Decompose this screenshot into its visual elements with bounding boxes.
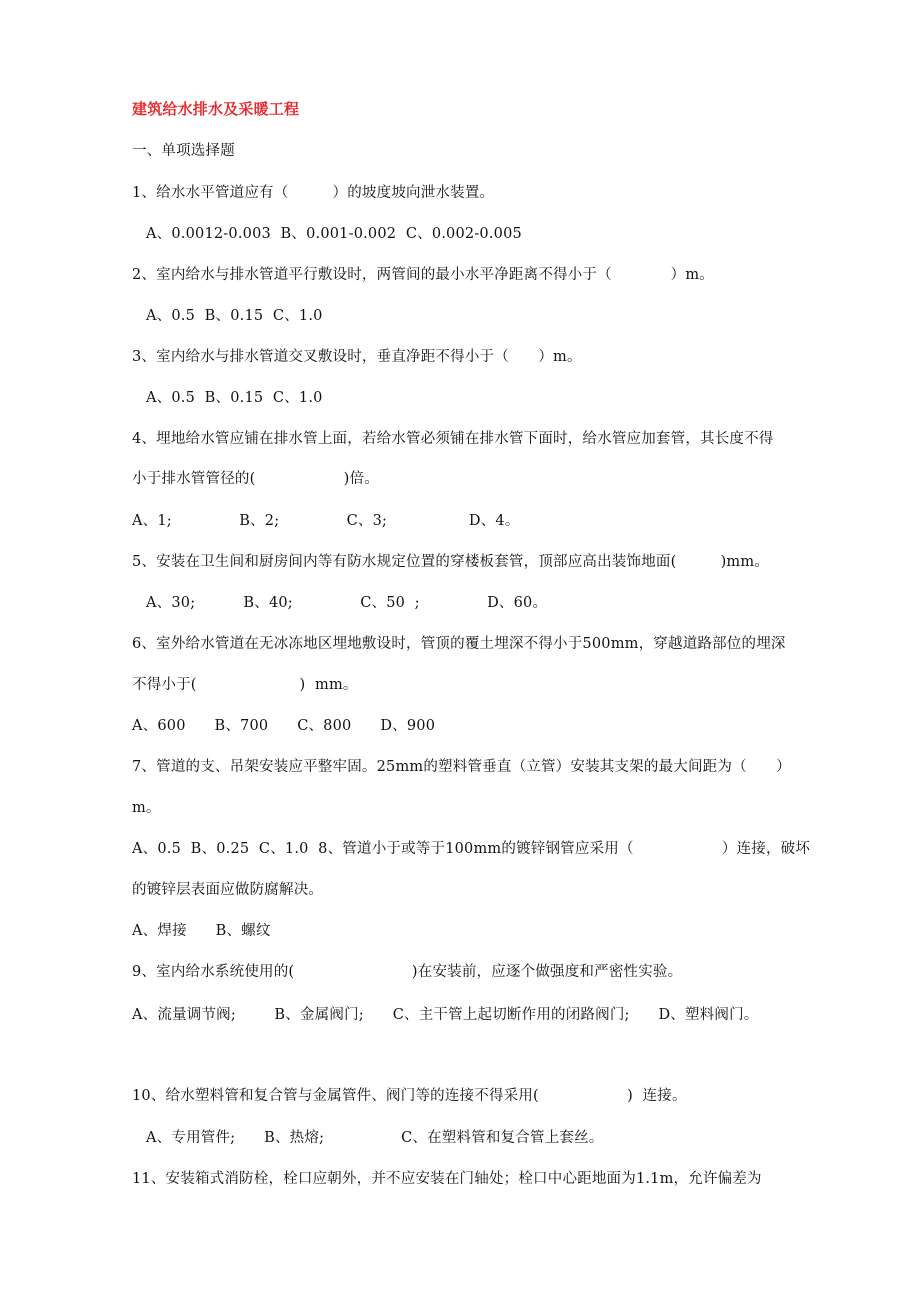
- options-6: A、600 B、700 C、800 D、900: [132, 718, 436, 734]
- question-7-line-2: m。: [132, 800, 161, 816]
- document-title: 建筑给水排水及采暖工程: [132, 100, 300, 118]
- question-8-line-2: 的镀锌层表面应做防腐解决。: [132, 882, 324, 898]
- question-7-line-1: 7、管道的支、吊架安装应平整牢固。25mm的塑料管垂直（立管）安装其支架的最大间距为（ ）: [132, 759, 791, 775]
- section-heading: 一、单项选择题: [132, 143, 235, 159]
- question-10: 10、给水塑料管和复合管与金属管件、阀门等的连接不得采用( ) 连接。: [132, 1088, 687, 1104]
- question-4-line-2: 小于排水管管径的( )倍。: [132, 471, 379, 487]
- options-10: A、专用管件; B、热熔; C、在塑料管和复合管上套丝。: [146, 1130, 604, 1146]
- options-7-question-8: A、0.5 B、0.25 C、1.0 8、管道小于或等于100mm的镀锌钢管应采用（ ）连接，破坏: [132, 841, 811, 857]
- question-1: 1、给水水平管道应有（ ）的坡度坡向泄水装置。: [132, 185, 495, 201]
- options-5: A、30; B、40; C、50 ; D、60。: [146, 595, 548, 611]
- options-1: A、0.0012-0.003 B、0.001-0.002 C、0.002-0.005: [146, 226, 522, 242]
- options-3: A、0.5 B、0.15 C、1.0: [146, 390, 323, 406]
- options-9: A、流量调节阀; B、金属阀门; C、主干管上起切断作用的闭路阀门; D、塑料阀门。: [132, 1007, 759, 1023]
- options-2: A、0.5 B、0.15 C、1.0: [146, 308, 323, 324]
- question-6-line-1: 6、室外给水管道在无冰冻地区埋地敷设时，管顶的覆土埋深不得小于500mm，穿越道路部位的埋深: [132, 636, 786, 652]
- question-5: 5、安装在卫生间和厨房间内等有防水规定位置的穿楼板套管，顶部应高出装饰地面( )mm。: [132, 554, 770, 570]
- options-8: A、焊接 B、螺纹: [132, 923, 271, 939]
- question-11: 11、安装箱式消防栓，栓口应朝外，并不应安装在门轴处；栓口中心距地面为1.1m，允许偏差为: [132, 1171, 762, 1187]
- options-4: A、1; B、2; C、3; D、4。: [132, 513, 520, 529]
- question-4-line-1: 4、埋地给水管应铺在排水管上面，若给水管必须铺在排水管下面时，给水管应加套管，其长度不得: [132, 431, 774, 447]
- question-6-line-2: 不得小于( ) mm。: [132, 677, 358, 693]
- question-9: 9、室内给水系统使用的( )在安装前，应逐个做强度和严密性实验。: [132, 964, 683, 980]
- question-3: 3、室内给水与排水管道交叉敷设时，垂直净距不得小于（ ）m。: [132, 349, 582, 365]
- question-2: 2、室内给水与排水管道平行敷设时，两管间的最小水平净距离不得小于（ ）m。: [132, 267, 714, 283]
